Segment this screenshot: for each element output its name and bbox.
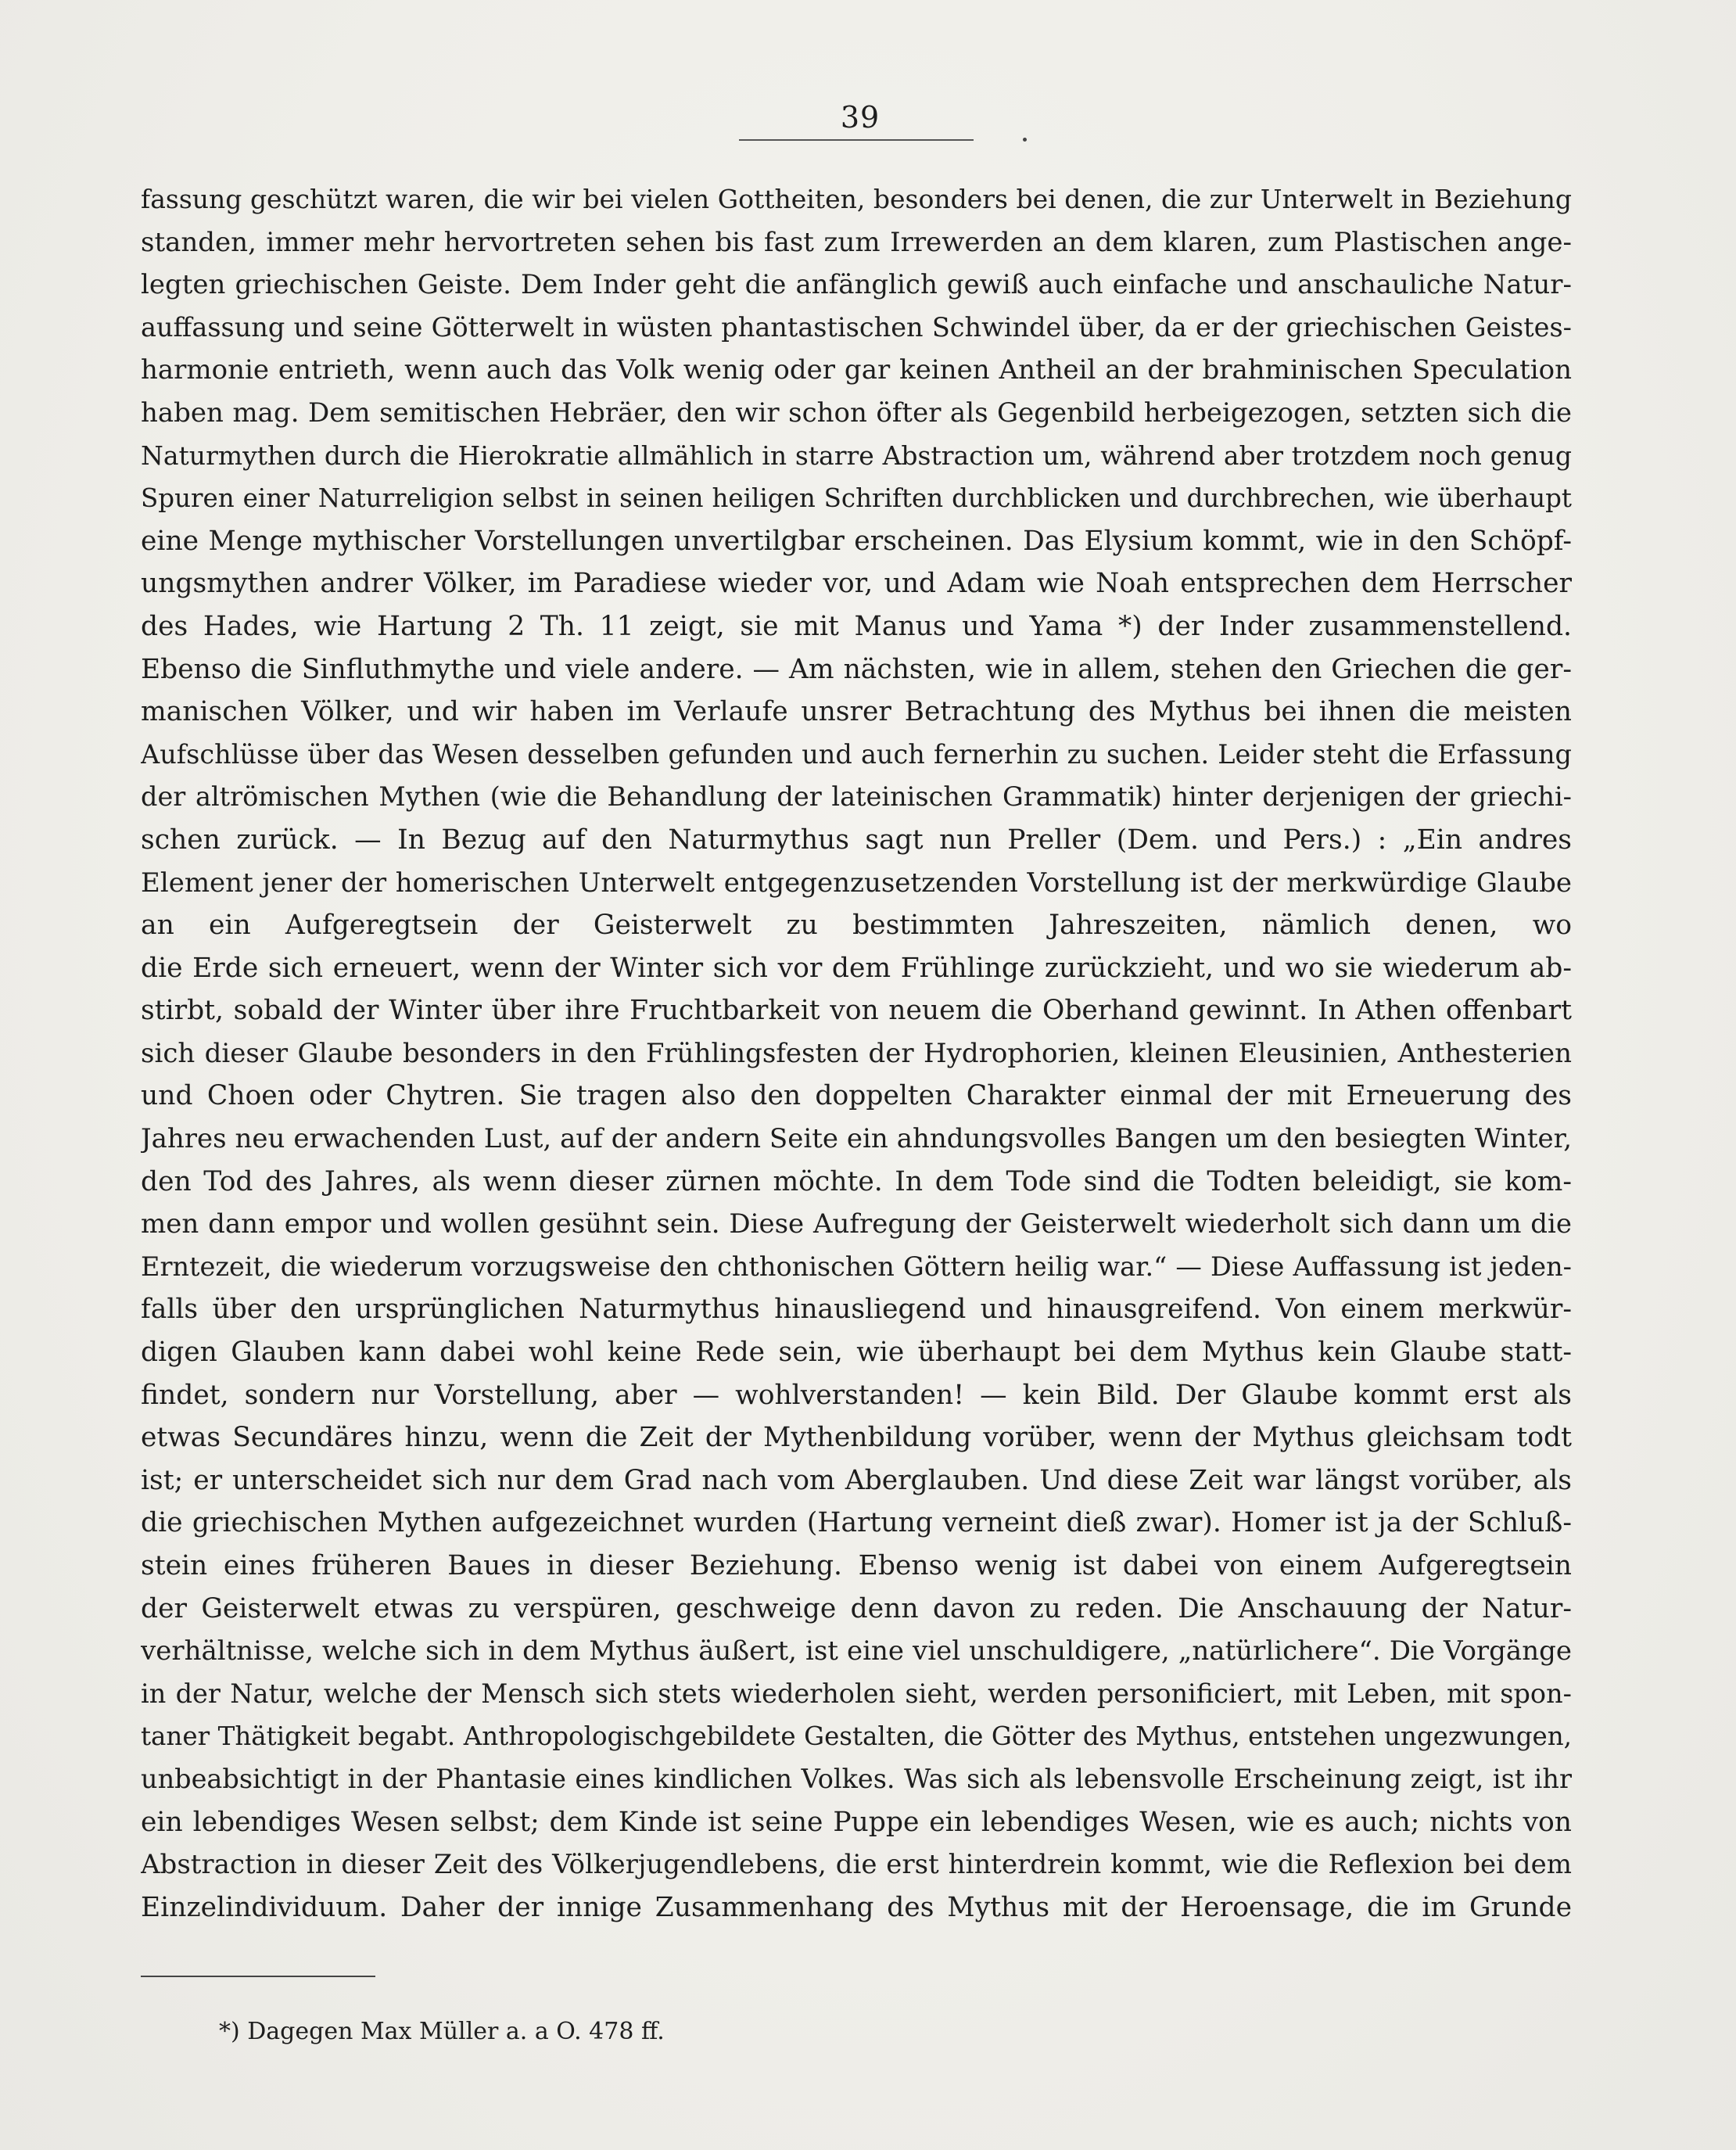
text-line: Einzelindividuum. Daher der innige Zusammenhang des Mythus mit der Heroensage, die im Grunde bbox=[141, 1891, 1572, 1923]
text-line: verhältnisse, welche sich in dem Mythus äußert, ist eine viel unschuldigere, „natürlichere“. Die Vorgänge bbox=[141, 1635, 1572, 1667]
text-line: digen Glauben kann dabei wohl keine Rede sein, wie überhaupt bei dem Mythus kein Glaube statt- bbox=[141, 1337, 1572, 1369]
header-dot bbox=[1023, 138, 1027, 142]
text-line: schen zurück. — In Bezug auf den Naturmythus sagt nun Preller (Dem. und Pers.) : „Ein andres bbox=[141, 824, 1572, 856]
text-line: den Tod des Jahres, als wenn dieser zürnen möchte. In dem Tode sind die Todten beleidigt, sie kom- bbox=[141, 1165, 1572, 1197]
text-line: men dann empor und wollen gesühnt sein. Diese Aufregung der Geisterwelt wiederholt sich dann um die bbox=[141, 1208, 1572, 1240]
text-line: taner Thätigkeit begabt. Anthropologischgebildete Gestalten, die Götter des Mythus, entstehen ungezwungen, bbox=[141, 1721, 1572, 1752]
page-number: 39 bbox=[840, 100, 881, 135]
text-line: falls über den ursprünglichen Naturmythus hinausliegend und hinausgreifend. Von einem merkwür- bbox=[141, 1294, 1572, 1326]
text-line: ein lebendiges Wesen selbst; dem Kinde ist seine Puppe ein lebendiges Wesen, wie es auch; nichts von bbox=[141, 1806, 1572, 1838]
footnote-rule bbox=[141, 1976, 375, 1977]
text-line: standen, immer mehr hervortreten sehen bis fast zum Irrewerden an dem klaren, zum Plastischen ange- bbox=[141, 226, 1572, 258]
text-line: eine Menge mythischer Vorstellungen unvertilgbar erscheinen. Das Elysium kommt, wie in den Schöpf- bbox=[141, 525, 1572, 557]
text-line: legten griechischen Geiste. Dem Inder geht die anfänglich gewiß auch einfache und anschauliche Natur- bbox=[141, 269, 1572, 301]
text-line: Aufschlüsse über das Wesen desselben gefunden und auch fernerhin zu suchen. Leider steht die Erfassung bbox=[141, 738, 1572, 770]
text-line: des Hades, wie Hartung 2 Th. 11 zeigt, sie mit Manus und Yama *) der Inder zusammenstellend. bbox=[141, 610, 1572, 642]
text-line: ungsmythen andrer Völker, im Paradiese wieder vor, und Adam wie Noah entsprechen dem Herrscher bbox=[141, 568, 1572, 600]
text-line: ist; er unterscheidet sich nur dem Grad nach vom Aberglauben. Und diese Zeit war längst vorüber, als bbox=[141, 1464, 1572, 1496]
header-rule bbox=[739, 139, 974, 141]
text-line: Spuren einer Naturreligion selbst in seinen heiligen Schriften durchblicken und durchbrechen, wie überhaupt bbox=[141, 483, 1572, 514]
text-line: der Geisterwelt etwas zu verspüren, geschweige denn davon zu reden. Die Anschauung der Natur- bbox=[141, 1592, 1572, 1624]
body-text bbox=[141, 178, 1572, 1929]
text-line: die Erde sich erneuert, wenn der Winter sich vor dem Frühlinge zurückzieht, und wo sie wiederum ab- bbox=[141, 952, 1572, 984]
text-line: manischen Völker, und wir haben im Verlaufe unsrer Betrachtung des Mythus bei ihnen die meisten bbox=[141, 696, 1572, 728]
text-line: fassung geschützt waren, die wir bei vielen Gottheiten, besonders bei denen, die zur Unterwelt in Beziehung bbox=[141, 184, 1572, 214]
text-line: etwas Secundäres hinzu, wenn die Zeit der Mythenbildung vorüber, wenn der Mythus gleichsam todt bbox=[141, 1422, 1572, 1454]
text-line: an ein Aufgeregtsein der Geisterwelt zu bestimmten Jahreszeiten, nämlich denen, wo bbox=[141, 910, 1572, 942]
text-line: Ebenso die Sinfluthmythe und viele andere. — Am nächsten, wie in allem, stehen den Griechen die ger- bbox=[141, 653, 1572, 685]
footnote: *) Dagegen Max Müller a. a O. 478 ff. bbox=[219, 2018, 665, 2045]
text-line: Jahres neu erwachenden Lust, auf der andern Seite ein ahndungsvolles Bangen um den besiegten Winter, bbox=[141, 1123, 1572, 1155]
text-line: der altrömischen Mythen (wie die Behandlung der lateinischen Grammatik) hinter derjenigen der griechi- bbox=[141, 781, 1572, 813]
text-line: harmonie entrieth, wenn auch das Volk wenig oder gar keinen Antheil an der brahminischen Speculation bbox=[141, 354, 1572, 386]
text-line: die griechischen Mythen aufgezeichnet wurden (Hartung verneint dieß zwar). Homer ist ja der Schluß- bbox=[141, 1507, 1572, 1539]
text-line: Element jener der homerischen Unterwelt entgegenzusetzenden Vorstellung ist der merkwürdige Glaube bbox=[141, 867, 1572, 899]
text-line: stirbt, sobald der Winter über ihre Fruchtbarkeit von neuem die Oberhand gewinnt. In Athen offenbart bbox=[141, 995, 1572, 1027]
text-line: haben mag. Dem semitischen Hebräer, den wir schon öfter als Gegenbild herbeigezogen, setzten sich die bbox=[141, 397, 1572, 429]
text-line: Abstraction in dieser Zeit des Völkerjugendlebens, die erst hinterdrein kommt, wie die Reflexion bei dem bbox=[141, 1849, 1572, 1881]
text-line: unbeabsichtigt in der Phantasie eines kindlichen Volkes. Was sich als lebensvolle Erscheinung zeigt, ist ihr bbox=[141, 1763, 1572, 1794]
text-line: und Choen oder Chytren. Sie tragen also den doppelten Charakter einmal der mit Erneuerung des bbox=[141, 1080, 1572, 1112]
text-line: findet, sondern nur Vorstellung, aber — wohlverstanden! — kein Bild. Der Glaube kommt erst als bbox=[141, 1379, 1572, 1411]
text-line: sich dieser Glaube besonders in den Frühlingsfesten der Hydrophorien, kleinen Eleusinien, Anthesterien bbox=[141, 1037, 1572, 1069]
text-line: stein eines früheren Baues in dieser Beziehung. Ebenso wenig ist dabei von einem Aufgeregtsein bbox=[141, 1550, 1572, 1581]
text-line: Naturmythen durch die Hierokratie allmählich in starre Abstraction um, während aber trotzdem noch genug bbox=[141, 440, 1572, 471]
text-line: in der Natur, welche der Mensch sich stets wiederholen sieht, werden personificiert, mit Leben, mit spon- bbox=[141, 1678, 1572, 1709]
text-line: auffassung und seine Götterwelt in wüsten phantastischen Schwindel über, da er der griechischen Geistes- bbox=[141, 311, 1572, 343]
text-line: Erntezeit, die wiederum vorzugsweise den chthonischen Göttern heilig war.“ — Diese Auffassung ist jeden- bbox=[141, 1251, 1572, 1282]
